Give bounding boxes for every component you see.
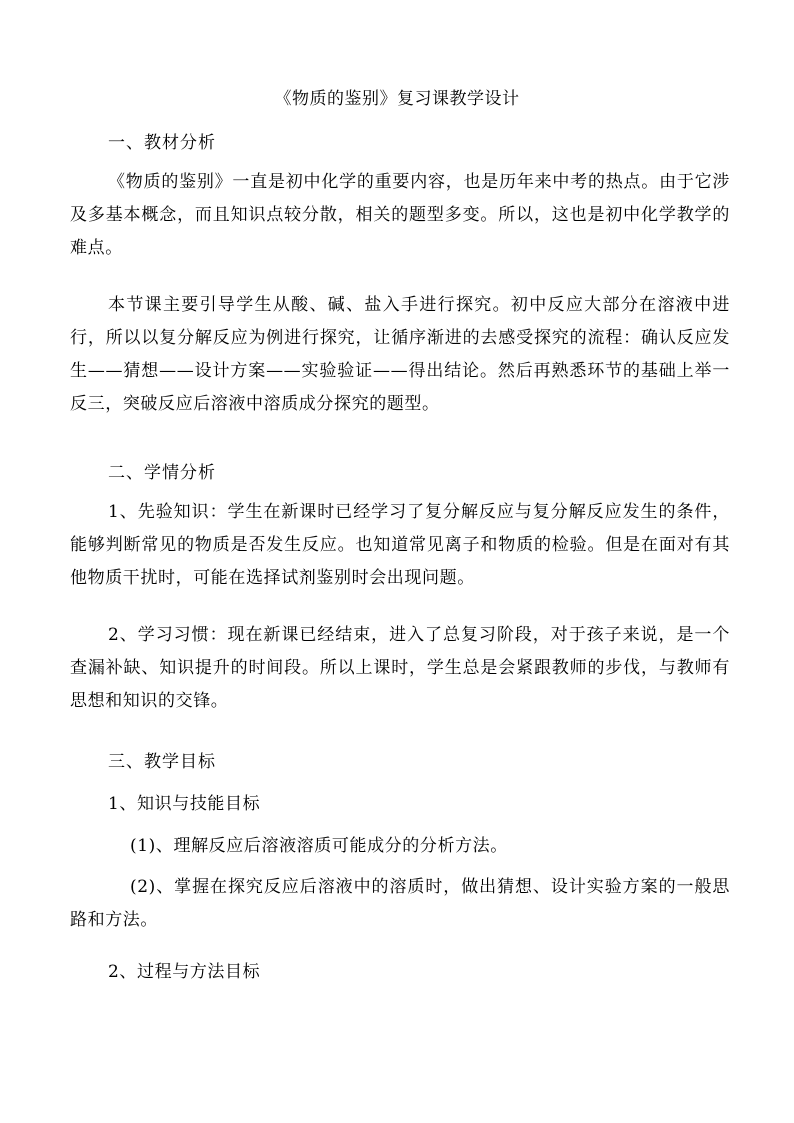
paragraph-material-intro: 《物质的鉴别》一直是初中化学的重要内容，也是历年来中考的热点。由于它涉及多基本概念，而且知识点较分散，相关的题型多变。所以，这也是初中化学教学的难点。	[70, 172, 730, 258]
goal-process-methods: 2、过程与方法目标	[108, 962, 261, 982]
goal-item-2: (2)、掌握在探究反应后溶液中的溶质时，做出猜想、设计实验方案的一般思路和方法。	[70, 877, 730, 930]
goal-knowledge-skills: 1、知识与技能目标	[108, 794, 261, 814]
document-title: 《物质的鉴别》复习课教学设计	[274, 89, 520, 109]
paragraph-learning-habits: 2、学习习惯：现在新课已经结束，进入了总复习阶段，对于孩子来说，是一个查漏补缺、知识提升的时间段。所以上课时，学生总是会紧跟教师的步伐，与教师有思想和知识的交锋。	[70, 625, 730, 711]
paragraph-prior-knowledge: 1、先验知识：学生在新课时已经学习了复分解反应与复分解反应发生的条件，能够判断常见的物质是否发生反应。也知道常见离子和物质的检验。但是在面对有其他物质干扰时，可能在选择试剂鉴别时会出现问题。	[70, 502, 730, 588]
paragraph-lesson-approach: 本节课主要引导学生从酸、碱、盐入手进行探究。初中反应大部分在溶液中进行，所以以复分解反应为例进行探究，让循序渐进的去感受探究的流程：确认反应发生——猜想——设计方案——实验验证——得出结论。然后再熟悉环节的基础上举一反三，突破反应后溶液中溶质成分探究的题型。	[70, 295, 730, 414]
section-heading-material-analysis: 一、教材分析	[108, 133, 216, 153]
section-heading-learner-analysis: 二、学情分析	[108, 463, 216, 483]
section-heading-teaching-goals: 三、教学目标	[108, 752, 216, 772]
goal-item-1: (1)、理解反应后溶液溶质可能成分的分析方法。	[130, 836, 508, 856]
